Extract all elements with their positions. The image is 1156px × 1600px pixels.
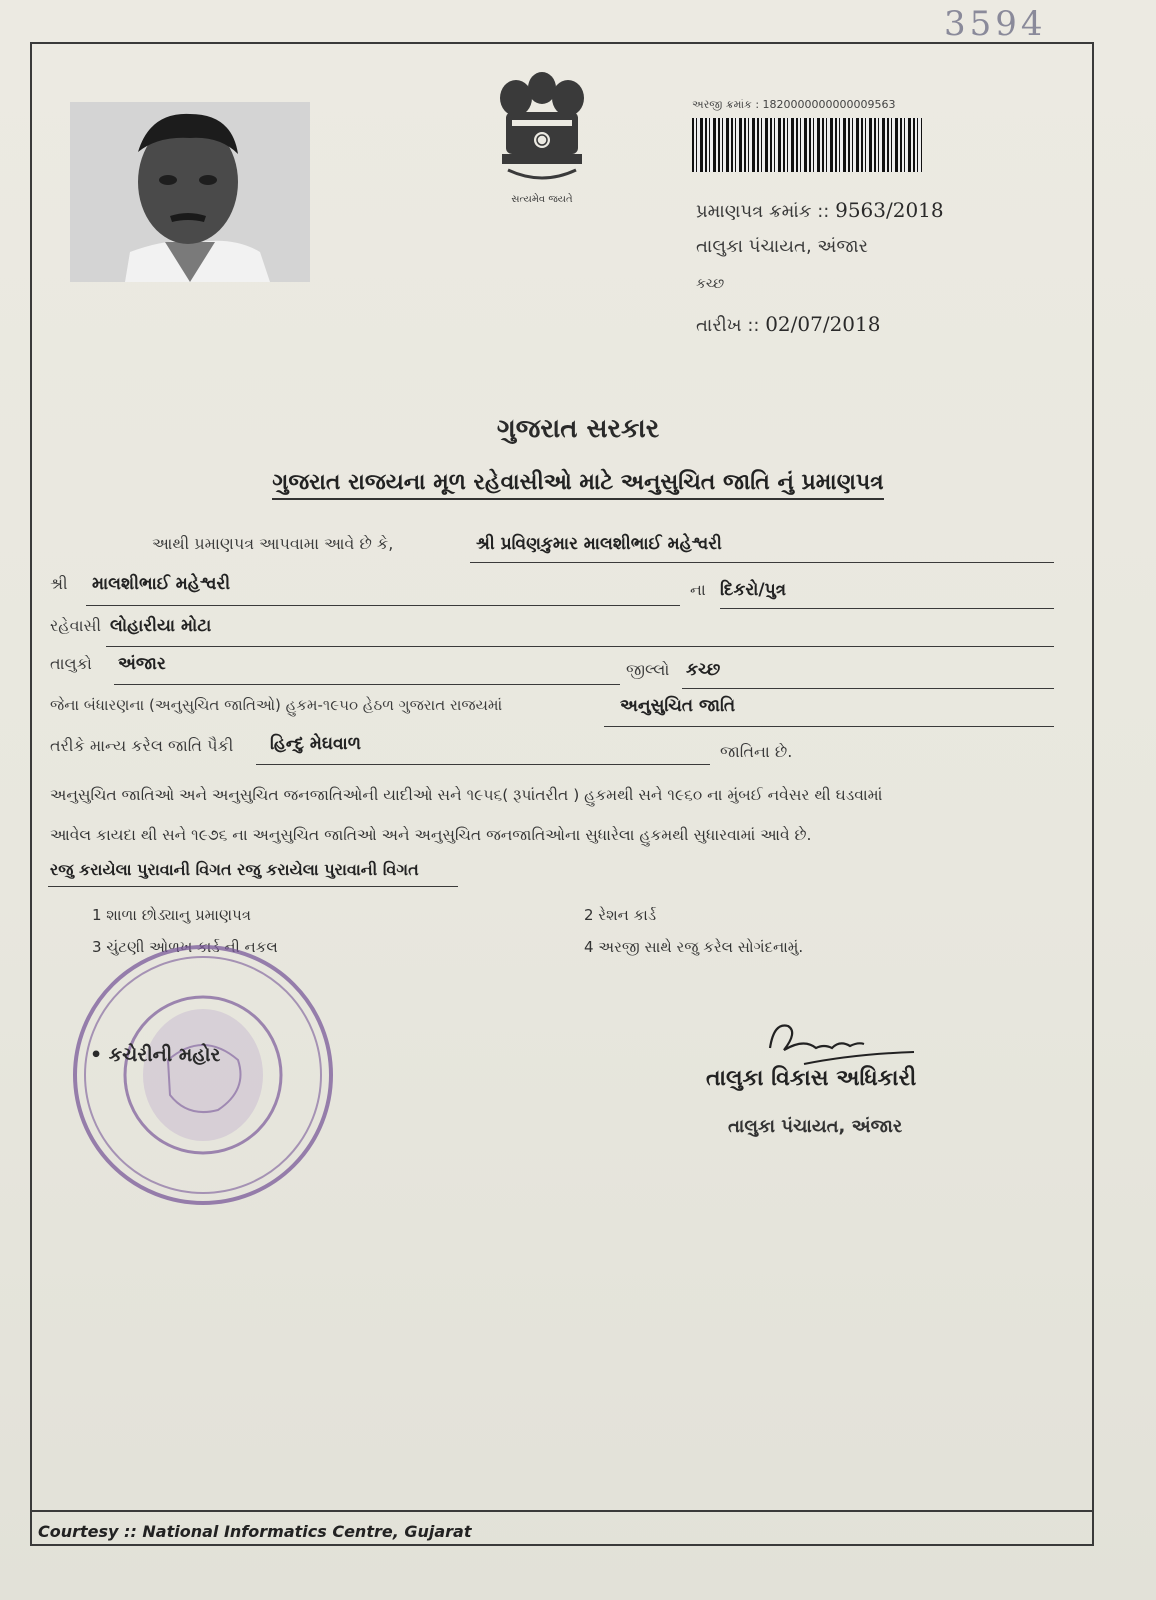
resident-label: રહેવાસી: [50, 616, 102, 635]
footer-divider: [30, 1510, 1094, 1512]
resident-value: લોહારીયા મોટા: [110, 616, 212, 636]
relation-underline: [720, 608, 1054, 609]
date-row: [696, 312, 880, 336]
application-number: અરજી ક્રમાંક : 1820000000000009563: [692, 98, 896, 111]
cert-no-row: [696, 198, 944, 222]
round-seal-icon: [68, 940, 338, 1210]
father-name: માલશીભાઈ મહેશ્વરી: [92, 574, 231, 594]
handwritten-number: 3594: [944, 4, 1047, 44]
father-underline: [86, 605, 680, 606]
date-value: 02/07/2018: [765, 312, 881, 336]
evidence-item: 3 ચુંટણી ઓળખ કાર્ડ ની નકલ: [92, 938, 278, 956]
certificate-title-text: ગુજરાત રાજયના મૂળ રહેવાસીઓ માટે અનુસુચિત જાતિ નું પ્રમાણપત્ર: [272, 470, 883, 500]
evidence-heading: રજુ કરાયેલા પુરાવાની વિગત રજુ કરાયેલા પુરાવાની વિગત: [50, 860, 419, 879]
caste-suffix: જાતિના છે.: [720, 742, 793, 761]
resident-underline: [106, 646, 1054, 647]
district-underline: [682, 688, 1054, 689]
barcode: [692, 118, 922, 172]
seal-label: • કચેરીની મહોર: [90, 1044, 221, 1066]
district-value: કચ્છ: [686, 660, 721, 680]
applicant-name: શ્રી પ્રવિણકુમાર માલશીભાઈ મહેશ્વરી: [476, 534, 722, 554]
cert-no-label: પ્રમાણપત્ર ક્રમાંક ::: [696, 201, 830, 222]
taluka-value: અંજાર: [118, 654, 166, 674]
evidence-item: 1 શાળા છોડ્યાનુ પ્રમાણપત્ર: [92, 906, 251, 924]
caste-label: તરીકે માન્ય કરેલ જાતિ પૈકી: [50, 736, 234, 755]
national-emblem: [492, 66, 592, 206]
cert-no-value: 9563/2018: [835, 198, 944, 222]
father-prefix: શ્રી: [50, 574, 68, 593]
government-title: ગુજરાત સરકાર: [496, 414, 660, 444]
taluka-label: તાલુકો: [50, 654, 92, 673]
evidence-item: 2 રેશન કાર્ડ: [584, 906, 657, 924]
issuing-district: કચ્છ: [696, 276, 725, 292]
body-line-2: આવેલ કાયદા થી સને ૧૯૭૬ ના અનુસુચિત જાતિઓ અને અનુસુચિત જનજાતિઓના સુધારેલા હુકમથી સુધારવામાં આવે છે.: [50, 826, 812, 844]
caste-underline: [256, 764, 710, 765]
taluka-underline: [114, 684, 620, 685]
certificate-title: [0, 470, 1156, 495]
issuing-office: તાલુકા પંચાયત, અંજાર: [696, 236, 868, 257]
relation-label: ના: [690, 580, 706, 599]
lion-capital-emblem-icon: [492, 66, 592, 191]
name-underline: [470, 562, 1054, 563]
date-label: તારીખ ::: [696, 315, 760, 336]
signatory-title: તાલુકા વિકાસ અધિકારી: [706, 1066, 917, 1091]
category-value: અનુસુચિત જાતિ: [620, 696, 736, 716]
person-photo-icon: [70, 102, 310, 282]
body-line-1: અનુસુચિત જાતિઓ અને અનુસુચિત જનજાતિઓની યાદીઓ સને ૧૯૫૬( રૂપાંતરીત ) હુકમથી સને ૧૯૬૦ ના મુંબઈ નવેસર થી ઘડવામાં: [50, 786, 883, 804]
constitution-label: જેના બંધારણના (અનુસુચિત જાતિઓ) હુકમ-૧૯૫૦ હેઠળ ગુજરાત રાજયમાં: [50, 696, 503, 714]
district-label: જીલ્લો: [626, 660, 670, 679]
emblem-motto: સત્યમેવ જયતે: [511, 194, 573, 205]
office-seal: [68, 940, 338, 1210]
category-underline: [604, 726, 1054, 727]
signatory-office: તાલુકા પંચાયત, અંજાર: [728, 1116, 903, 1137]
intro-label: આથી પ્રમાણપત્ર આપવામા આવે છે કે,: [152, 534, 394, 553]
caste-value: હિન્દુ મેઘવાળ: [270, 734, 361, 754]
applicant-photo: [70, 102, 310, 282]
relation-value: દિકરો/પુત્ર: [720, 580, 787, 600]
courtesy-note: Courtesy :: National Informatics Centre, Gujarat: [38, 1522, 472, 1541]
evidence-underline: [48, 886, 458, 887]
evidence-item: 4 અરજી સાથે રજુ કરેલ સોગંદનામું.: [584, 938, 804, 956]
